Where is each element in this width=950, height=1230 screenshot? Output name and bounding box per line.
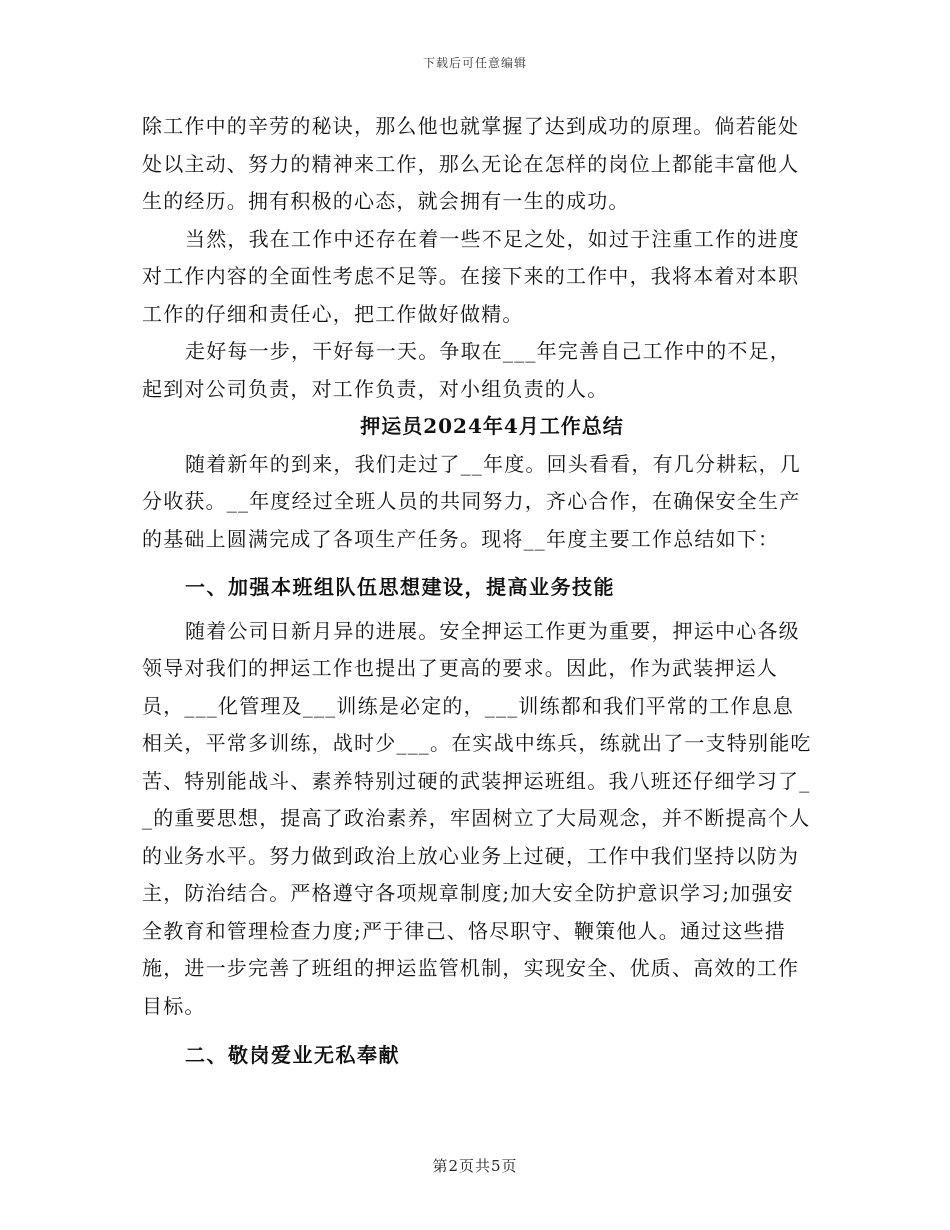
paragraph-continuation: 除工作中的辛劳的秘诀，那么他也就掌握了达到成功的原理。倘若能处处以主动、努力的精神来工作，那么无论在怎样的岗位上都能丰富他人生的经历。拥有积极的心态，就会拥有一生的成功。 (142, 114, 800, 213)
intro-paragraph: 随着新年的到来，我们走过了__年度。回头看看，有几分耕耘，几分收获。__年度经过全班人员的共同努力，齐心合作，在确保安全生产的基础上圆满完成了各项生产任务。现将__年度主要工作总结如下： (142, 451, 801, 551)
page-footer: 第2页共5页 (432, 1157, 518, 1175)
page-header: 下载后可任意编辑 (422, 56, 527, 70)
paragraph-shortcomings: 当然，我在工作中还存在着一些不足之处，如过于注重工作的进度对工作内容的全面性考虑不足等。在接下来的工作中，我将本着对本职工作的仔细和责任心，把工作做好做精。 (142, 226, 800, 326)
heading-one: 一、加强本班组队伍思想建设，提高业务技能 (185, 575, 615, 599)
section-title: 押运员2024年4月工作总结 (360, 414, 624, 438)
body-paragraph-one: 随着公司日新月异的进展。安全押运工作更为重要，押运中心各级领导对我们的押运工作也提出了更高的要求。因此，作为武装押运人员，___化管理及___训练是必定的，___训练都和我们平常的工作息息相关，平常多训练，战时少___。在实战中练兵，练就出了一支特别能吃苦、特别能战斗、素养特别过硬的武装押运班组。我八班还仔细学习了__的重要思想，提高了政治素养，牢固树立了大局观念，并不断提高个人的业务水平。努力做到政治上放心业务上过硬，工作中我们坚持以防为主，防治结合。严格遵守各项规章制度;加大安全防护意识学习;加强安全教育和管理检查力度;严于律己、恪尽职守、鞭策他人。通过这些措施，进一步完善了班组的押运监管机制，实现安全、优质、高效的工作目标。 (142, 618, 812, 1018)
paragraph-resolution: 走好每一步，干好每一天。争取在___年完善自己工作中的不足，起到对公司负责，对工作负责，对小组负责的人。 (142, 339, 791, 401)
heading-two: 二、敬岗爱业无私奉献 (185, 1043, 400, 1067)
document-body (142, 108, 812, 1075)
